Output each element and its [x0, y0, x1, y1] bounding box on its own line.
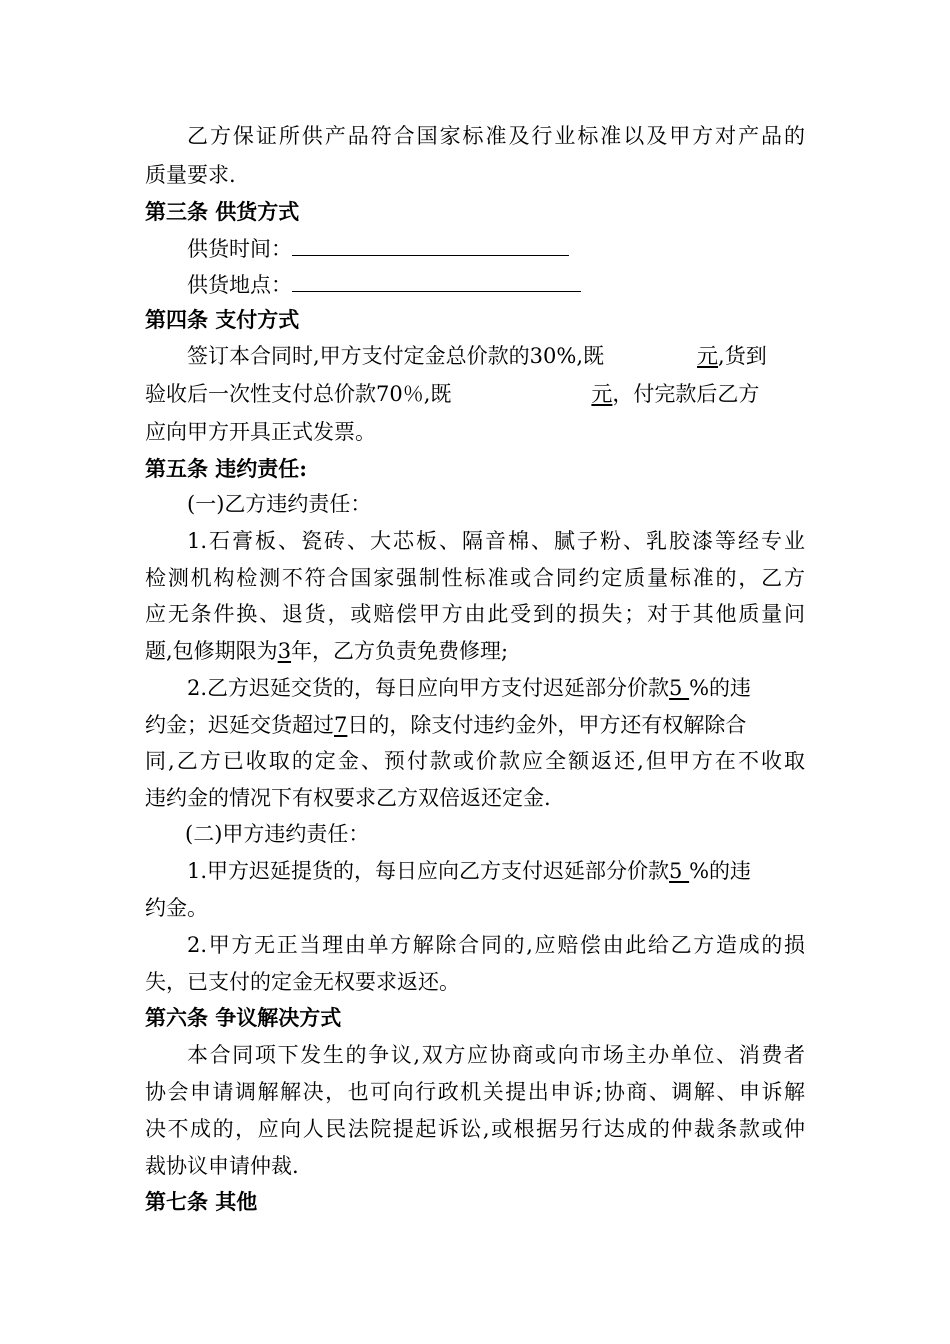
b-item1-line-2: 检测机构检测不符合国家强制性标准或合同约定质量标准的，乙方	[145, 566, 805, 590]
party-a-liability-subheading: (二)甲方违约责任：	[185, 822, 370, 846]
supply-place-blank[interactable]	[292, 271, 581, 292]
a-item1-line-2: 约金。	[145, 896, 208, 920]
a-item1-line-1	[187, 857, 805, 885]
party-b-liability-subheading: (一)乙方违约责任：	[187, 492, 372, 516]
a-late-pickup-text-end: %的违	[689, 859, 752, 883]
deposit-text: 签订本合同时,甲方支付定金总价款的30%,既	[187, 344, 605, 368]
b-item2-line-2	[145, 711, 805, 739]
article-4-heading: 第四条 支付方式	[145, 307, 300, 332]
balance-text-end: ，付完款后乙方	[612, 382, 760, 406]
supply-time-blank[interactable]	[292, 235, 569, 256]
overdue-text-end: 日的，除支付违约金外，甲方还有权解除合	[347, 713, 747, 737]
deposit-unit: 元	[697, 344, 719, 368]
overdue-text: 约金；迟延交货超过	[145, 713, 334, 737]
article-6-heading: 第六条 争议解决方式	[145, 1005, 342, 1030]
b-item1-line-3: 应无条件换、退货，或赔偿甲方由此受到的损失；对于其他质量问	[145, 602, 805, 626]
balance-amount-blank[interactable]	[451, 382, 612, 406]
b-item2-line-1	[187, 674, 805, 702]
dispute-line-2: 协会申请调解解决，也可向行政机关提出申诉;协商、调解、申诉解	[145, 1080, 805, 1104]
b-late-delivery-text: 2.乙方迟延交货的，每日应向甲方支付迟延部分价款	[187, 676, 670, 700]
b-late-delivery-text-end: %的违	[689, 676, 752, 700]
payment-line-1	[187, 342, 805, 370]
article-7-heading: 第七条 其他	[145, 1189, 258, 1214]
supply-place-row	[187, 271, 805, 299]
b-item1-line-4	[145, 637, 805, 665]
b-item2-line-4: 违约金的情况下有权要求乙方双倍返还定金.	[145, 786, 551, 810]
balance-text: 验收后一次性支付总价款70％,既	[145, 382, 452, 406]
payment-line-3: 应向甲方开具正式发票。	[145, 420, 376, 444]
deposit-amount-blank[interactable]	[604, 344, 718, 368]
deposit-text-end: ,货到	[718, 344, 767, 368]
dispute-line-3: 决不成的，应向人民法院提起诉讼,或根据另行达成的仲裁条款或仲	[145, 1117, 805, 1141]
b-penalty-percent: 5	[669, 676, 690, 700]
a-late-pickup-text: 1.甲方迟延提货的，每日应向乙方支付迟延部分价款	[187, 859, 670, 883]
dispute-line-4: 裁协议申请仲裁.	[145, 1154, 299, 1178]
supply-time-row	[187, 235, 805, 263]
b-item2-line-3: 同,乙方已收取的定金、预付款或价款应全额返还,但甲方在不收取	[145, 749, 805, 773]
quality-line-2: 质量要求.	[145, 163, 236, 187]
warranty-text: 题,包修期限为	[145, 639, 278, 663]
balance-unit: 元	[591, 382, 613, 406]
a-item2-line-1: 2.甲方无正当理由单方解除合同的,应赔偿由此给乙方造成的损	[187, 933, 805, 957]
supply-place-label: 供货地点：	[187, 273, 292, 297]
a-item2-line-2: 失，已支付的定金无权要求返还。	[145, 970, 460, 994]
article-3-heading: 第三条 供货方式	[145, 199, 300, 224]
warranty-years: 3	[277, 639, 292, 663]
article-5-heading: 第五条 违约责任:	[145, 456, 308, 481]
supply-time-label: 供货时间：	[187, 237, 292, 261]
warranty-text-end: 年，乙方负责免费修理;	[291, 639, 509, 663]
b-item1-line-1: 1.石膏板、瓷砖、大芯板、隔音棉、腻子粉、乳胶漆等经专业	[187, 529, 805, 553]
payment-line-2	[145, 380, 805, 408]
a-penalty-percent: 5	[669, 859, 690, 883]
quality-line-1: 乙方保证所供产品符合国家标准及行业标准以及甲方对产品的	[187, 124, 805, 148]
dispute-line-1: 本合同项下发生的争议,双方应协商或向市场主办单位、消费者	[187, 1043, 805, 1067]
overdue-days: 7	[334, 713, 348, 737]
